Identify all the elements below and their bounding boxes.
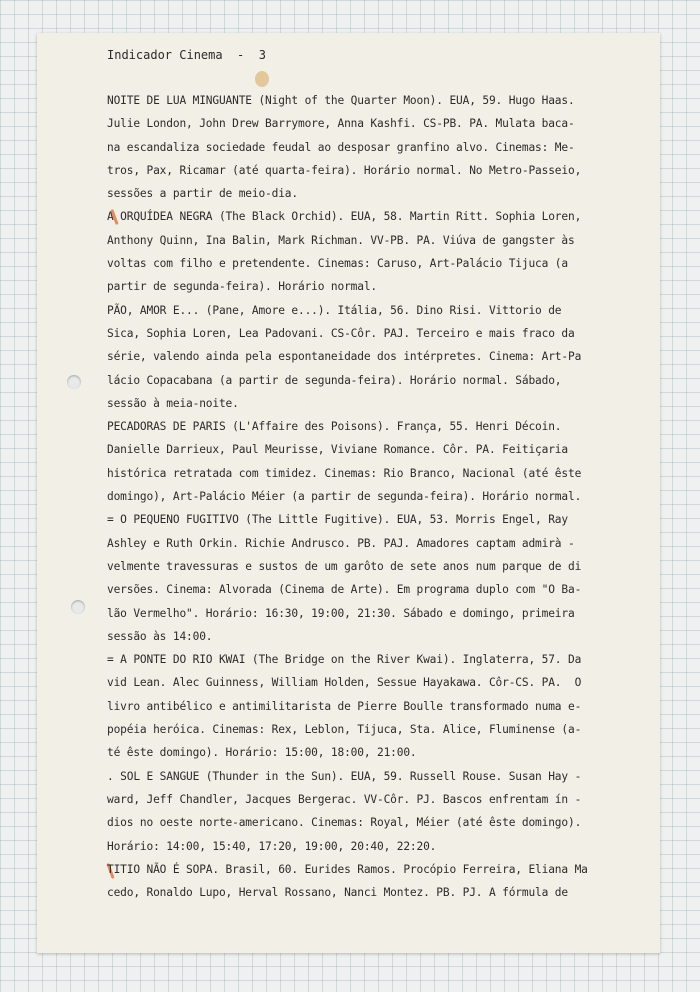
text-line: tros, Pax, Ricamar (até quarta-feira). Horário normal. No Metro-Passeio, bbox=[107, 163, 582, 177]
review-text bbox=[107, 89, 647, 904]
text-line: lácio Copacabana (a partir de segunda-feira). Horário normal. Sábado, bbox=[107, 373, 562, 387]
text-line: = A PONTE DO RIO KWAI (The Bridge on the River Kwai). Inglaterra, 57. Da bbox=[107, 653, 582, 667]
text-line: versões. Cinema: Alvorada (Cinema de Arte). Em programa duplo com "O Ba- bbox=[107, 583, 582, 597]
page-header: Indicador Cinema - 3 bbox=[107, 48, 266, 62]
typewritten-page bbox=[37, 33, 660, 953]
text-line: série, valendo ainda pela espontaneidade dos intérpretes. Cinema: Art-Pa bbox=[107, 350, 582, 364]
text-line: lão Vermelho". Horário: 16:30, 19:00, 21:30. Sábado e domingo, primeira bbox=[107, 606, 575, 620]
text-line: PECADORAS DE PARIS (L'Affaire des Poisons). França, 55. Henri Décoin. bbox=[107, 420, 562, 434]
text-line: Sica, Sophia Loren, Lea Padovani. CS-Côr. PAJ. Terceiro e mais fraco da bbox=[107, 326, 575, 340]
text-line: cedo, Ronaldo Lupo, Herval Rossano, Nanci Montez. PB. PJ. A fórmula de bbox=[107, 886, 568, 900]
text-line: Anthony Quinn, Ina Balin, Mark Richman. VV-PB. PA. Viúva de gangster às bbox=[107, 233, 575, 247]
text-line: na escandaliza sociedade feudal ao desposar granfino alvo. Cinemas: Me- bbox=[107, 140, 575, 154]
text-line: ward, Jeff Chandler, Jacques Bergerac. VV-Côr. PJ. Bascos enfrentam ín - bbox=[107, 792, 582, 806]
text-line: velmente travessuras e sustos de um garôto de sete anos num parque de di bbox=[107, 559, 582, 573]
punch-hole-lower bbox=[71, 600, 85, 614]
text-line: sessão às 14:00. bbox=[107, 629, 213, 643]
text-line: = O PEQUENO FUGITIVO (The Little Fugitive). EUA, 53. Morris Engel, Ray bbox=[107, 513, 568, 527]
text-line: dios no oeste norte-americano. Cinemas: Royal, Méier (até êste domingo). bbox=[107, 816, 582, 830]
text-line: vid Lean. Alec Guinness, William Holden, Sessue Hayakawa. Côr-CS. PA. O bbox=[107, 676, 582, 690]
text-line: NOITE DE LUA MINGUANTE (Night of the Quarter Moon). EUA, 59. Hugo Haas. bbox=[107, 94, 575, 107]
text-line: domingo), Art-Palácio Méier (a partir de segunda-feira). Horário normal. bbox=[107, 490, 582, 504]
text-line: sessão à meia-noite. bbox=[107, 396, 239, 410]
text-line: voltas com filho e pretendente. Cinemas: Caruso, Art-Palácio Tijuca (a bbox=[107, 257, 568, 271]
text-line: popéia heróica. Cinemas: Rex, Leblon, Tijuca, Sta. Alice, Fluminense (a- bbox=[107, 723, 582, 737]
paper-stain bbox=[255, 71, 269, 87]
text-line: histórica retratada com timidez. Cinemas: Rio Branco, Nacional (até êste bbox=[107, 466, 582, 480]
text-line: té êste domingo). Horário: 15:00, 18:00, 21:00. bbox=[107, 746, 417, 760]
text-line: A ORQUÍDEA NEGRA (The Black Orchid). EUA, 58. Martin Ritt. Sophia Loren, bbox=[107, 210, 582, 224]
text-line: partir de segunda-feira). Horário normal. bbox=[107, 280, 378, 294]
text-line: TITIO NÃO É SOPA. Brasil, 60. Eurides Ramos. Procópio Ferreira, Eliana Ma bbox=[107, 862, 588, 876]
text-line: Ashley e Ruth Orkin. Richie Andrusco. PB. PAJ. Amadores captam admirà - bbox=[107, 536, 575, 550]
text-line: Julie London, John Drew Barrymore, Anna Kashfi. CS-PB. PA. Mulata baca- bbox=[107, 117, 575, 131]
text-line: PÃO, AMOR E... (Pane, Amore e...). Itália, 56. Dino Risi. Vittorio de bbox=[107, 303, 562, 317]
punch-hole-upper bbox=[67, 375, 81, 389]
text-line: livro antibélico e antimilitarista de Pierre Boulle transformado numa e- bbox=[107, 699, 582, 713]
text-line: sessões a partir de meio-dia. bbox=[107, 187, 298, 201]
text-line: Horário: 14:00, 15:40, 17:20, 19:00, 20:40, 22:20. bbox=[107, 839, 437, 853]
text-line: . SOL E SANGUE (Thunder in the Sun). EUA, 59. Russell Rouse. Susan Hay - bbox=[107, 769, 582, 783]
text-line: Danielle Darrieux, Paul Meurisse, Viviane Romance. Côr. PA. Feitiçaria bbox=[107, 443, 568, 457]
